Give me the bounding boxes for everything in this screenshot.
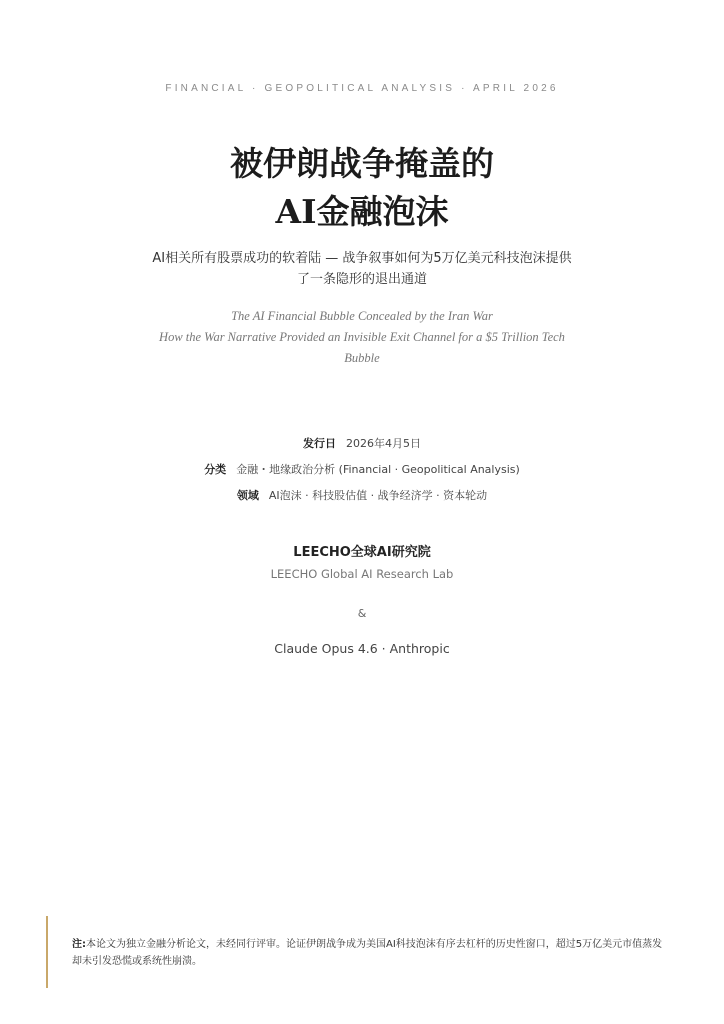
org-name-english: LEECHO Global AI Research Lab bbox=[270, 567, 454, 581]
meta-date-value: 2026年4月5日 bbox=[346, 437, 421, 450]
subtitle-english bbox=[140, 306, 584, 369]
meta-category-value: 金融・地缘政治分析 (Financial · Geopolitical Analysis) bbox=[236, 463, 520, 476]
meta-category-label: 分类 bbox=[204, 463, 227, 476]
meta-domain-row bbox=[0, 483, 724, 509]
meta-date-row bbox=[0, 431, 724, 457]
title-line-1: 被伊朗战争掩盖的 bbox=[230, 144, 494, 183]
authors-block bbox=[0, 543, 724, 659]
author-ampersand: & bbox=[357, 607, 367, 620]
coauthor: Claude Opus 4.6 · Anthropic bbox=[274, 641, 450, 656]
meta-domain-value: AI泡沫 · 科技股估值 · 战争经济学 · 资本轮动 bbox=[268, 489, 488, 502]
title-line-2: AI金融泡沫 bbox=[275, 192, 449, 231]
subtitle-en-line-2: How the War Narrative Provided an Invisible Exit Channel for a $5 Trillion Tech bbox=[159, 330, 565, 344]
note-text: 本论文为独立金融分析论文，未经同行评审。论证伊朗战争成为美国AI科技泡沫有序去杠杆的历史性窗口，超过5万亿美元市值蒸发却未引发恐慌或系统性崩溃。 bbox=[72, 939, 663, 967]
subtitle-chinese bbox=[130, 248, 594, 290]
meta-domain-label: 领域 bbox=[236, 489, 259, 502]
metadata-block bbox=[0, 431, 724, 509]
subtitle-en-line-3: Bubble bbox=[344, 351, 380, 365]
org-name-chinese: LEECHO全球AI研究院 bbox=[293, 545, 431, 560]
subtitle-en-line-1: The AI Financial Bubble Concealed by the Iran War bbox=[231, 309, 493, 323]
subtitle-zh-line-2: 了一条隐形的退出通道 bbox=[296, 272, 427, 287]
header-topline: FINANCIAL · GEOPOLITICAL ANALYSIS · APRIL 2026 bbox=[165, 83, 559, 94]
subtitle-zh-line-1: AI相关所有股票成功的软着陆 — 战争叙事如何为5万亿美元科技泡沫提供 bbox=[152, 251, 572, 266]
paper-title bbox=[0, 140, 724, 236]
note-label: 注: bbox=[72, 939, 86, 950]
note-box bbox=[46, 916, 666, 988]
meta-category-row bbox=[0, 457, 724, 483]
meta-date-label: 发行日 bbox=[303, 437, 336, 450]
